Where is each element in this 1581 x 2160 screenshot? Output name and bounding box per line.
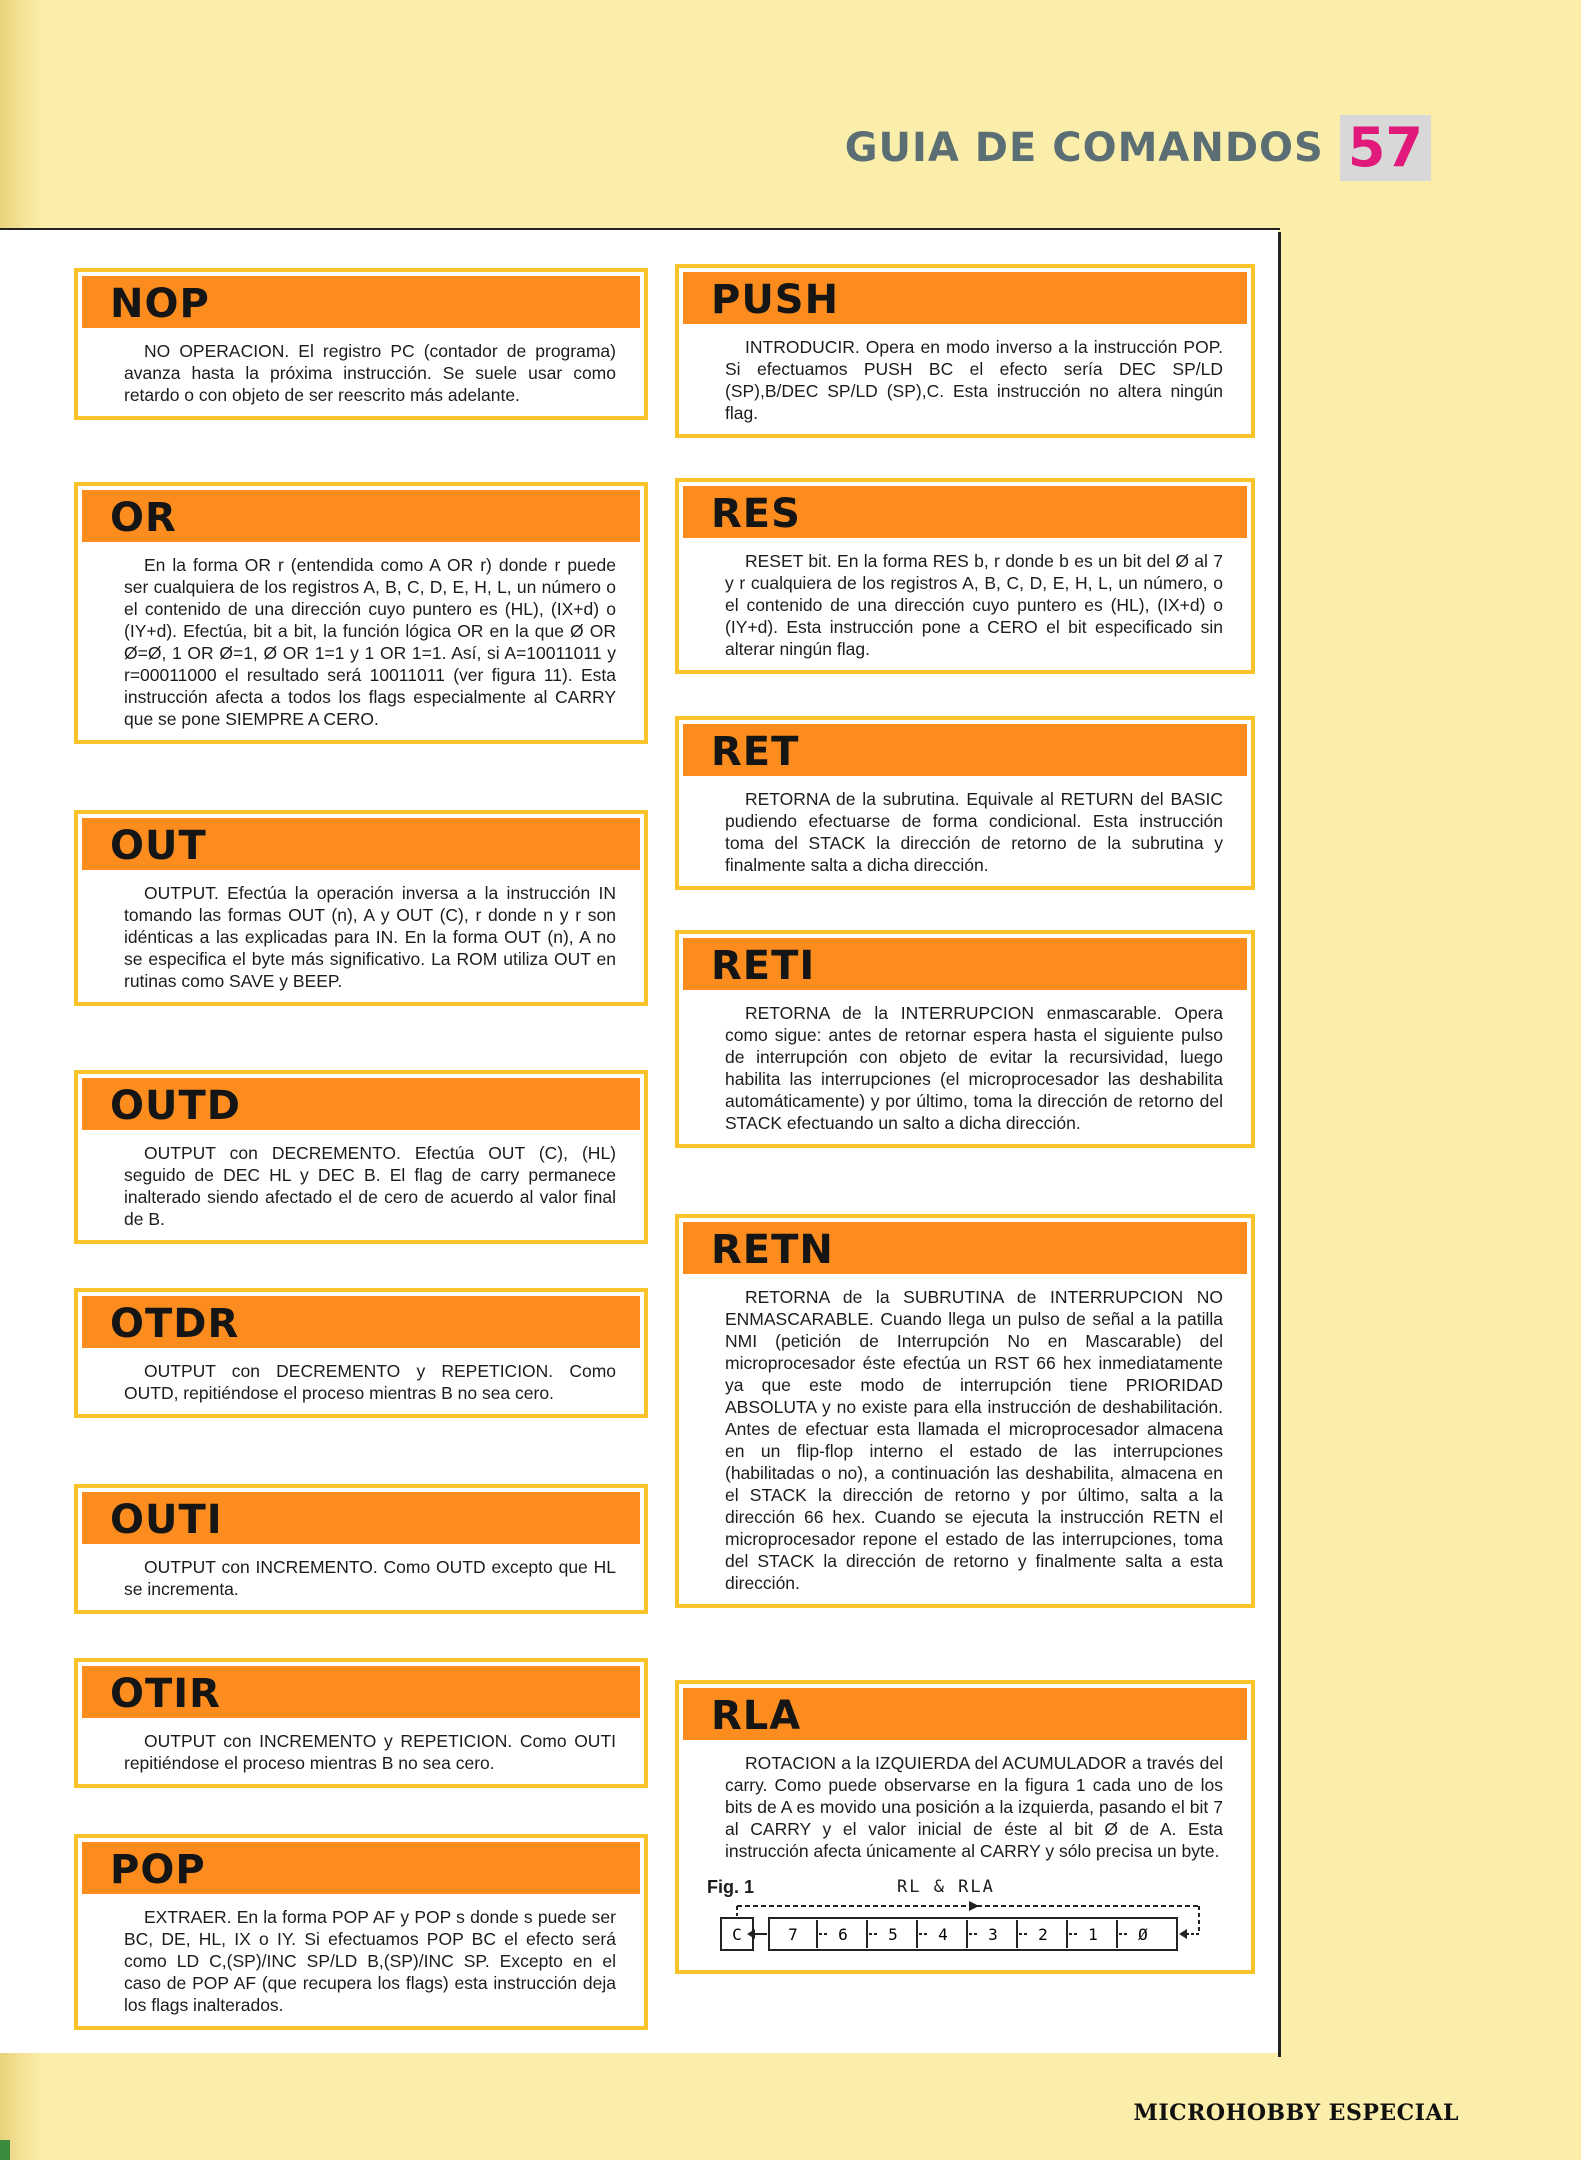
entry-otir <box>74 1658 648 1788</box>
entry-body: RETORNA de la INTERRUPCION enmascarable. Opera como sigue: antes de retornar espera hasta el siguiente pulso de interrupción con objeto de evitar la recursividad, luego habilita las interrupciones (el microprocesador las deshabilita automáticamente) y por último, toma la dirección de retorno del STACK efectuando un salto a dicha dirección. <box>725 1003 1223 1133</box>
entry-otdr <box>74 1288 648 1418</box>
entry-title: OUTD <box>82 1078 640 1130</box>
entry-body: RETORNA de la subrutina. Equivale al RETURN del BASIC pudiendo efectuarse de forma condicional. Esta instrucción toma del STACK la dirección de retorno de la subrutina y finalmente salta a dicha dirección. <box>725 789 1223 875</box>
entry-title: OUTI <box>82 1492 640 1544</box>
entry-body: ROTACION a la IZQUIERDA del ACUMULADOR a través del carry. Como puede observarse en la figura 1 cada uno de los bits de A es movido una posición a la izquierda, pasando el bit 7 al CARRY y el valor inicial de éste al bit Ø de A. Esta instrucción afecta únicamente al CARRY y sólo precisa un byte. <box>725 1753 1223 1861</box>
carry-label: C <box>732 1925 742 1944</box>
entry-body: OUTPUT. Efectúa la operación inversa a la instrucción IN tomando las formas OUT (n), A y OUT (C), r donde n y r son idénticas a las explicadas para IN. En la forma OUT (n), A no se especifica el byte más significativo. La ROM utiliza OUT en rutinas como SAVE y BEEP. <box>124 883 616 991</box>
bit-label: 6 <box>838 1925 848 1944</box>
entry-nop <box>74 268 648 420</box>
bit-label: Ø <box>1138 1925 1148 1944</box>
right-rule <box>1278 232 1281 2057</box>
entry-body: OUTPUT con DECREMENTO. Efectúa OUT (C), (HL) seguido de DEC HL y DEC B. El flag de carry permanece inalterado siendo afectado el de cero de acuerdo al valor final de B. <box>124 1143 616 1229</box>
entry-rla <box>675 1680 1255 1974</box>
entry-body: OUTPUT con INCREMENTO y REPETICION. Como OUTI repitiéndose el proceso mientras B no sea cero. <box>124 1731 616 1773</box>
bit-label: 3 <box>988 1925 998 1944</box>
bit-label: 7 <box>788 1925 798 1944</box>
entry-outi <box>74 1484 648 1614</box>
entry-title: OR <box>82 490 640 542</box>
entry-title: OTDR <box>82 1296 640 1348</box>
entry-outd <box>74 1070 648 1244</box>
page-number: 57 <box>1340 115 1431 181</box>
figure-caption: RL & RLA <box>897 1877 995 1897</box>
figure-1 <box>707 1876 1219 1954</box>
bit-label: 4 <box>938 1925 948 1944</box>
figure-label: Fig. 1 <box>707 1877 755 1897</box>
page-header <box>845 115 1431 181</box>
entry-title: OTIR <box>82 1666 640 1718</box>
entry-reti <box>675 930 1255 1148</box>
entry-retn <box>675 1214 1255 1608</box>
entry-body: OUTPUT con DECREMENTO y REPETICION. Como OUTD, repitiéndose el proceso mientras B no sea cero. <box>124 1361 616 1403</box>
bit-label: 2 <box>1038 1925 1048 1944</box>
entry-or <box>74 482 648 744</box>
footer-text: MICROHOBBY ESPECIAL <box>1133 2100 1459 2126</box>
section-title: GUIA DE COMANDOS <box>844 125 1324 171</box>
corner-mark <box>0 2140 10 2160</box>
rotation-diagram <box>707 1898 1207 1954</box>
top-rule <box>0 228 1280 230</box>
entry-title: NOP <box>82 276 640 328</box>
bit-label: 5 <box>888 1925 898 1944</box>
entry-title: PUSH <box>683 272 1247 324</box>
entry-title: RETN <box>683 1222 1247 1274</box>
entry-body: INTRODUCIR. Opera en modo inverso a la instrucción POP. Si efectuamos PUSH BC el efecto sería DEC SP/LD (SP),B/DEC SP/LD (SP),C. Esta instrucción no altera ningún flag. <box>725 337 1223 423</box>
entry-body: OUTPUT con INCREMENTO. Como OUTD excepto que HL se incrementa. <box>124 1557 616 1599</box>
entry-body: EXTRAER. En la forma POP AF y POP s donde s puede ser BC, DE, HL, IX o IY. Si efectuamos POP BC el efecto será como LD C,(SP)/INC SP/LD B,(SP)/INC SP. Excepto en el caso de POP AF (que recupera los flags) esta instrucción deja los flags inalterados. <box>124 1907 616 2015</box>
entry-ret <box>675 716 1255 890</box>
entry-body: En la forma OR r (entendida como A OR r) donde r puede ser cualquiera de los registros A, B, C, D, E, H, L, un número o el contenido de una dirección cuyo puntero es (HL), (IX+d) o (IY+d). Efectúa, bit a bit, la función lógica OR en la que Ø OR Ø=Ø, 1 OR Ø=1, Ø OR 1=1 y 1 OR 1=1. Así, si A=10011011 y r=00011000 el resultado será 10011011 (ver figura 11). Esta instrucción afecta a todos los flags especialmente al CARRY que se pone SIEMPRE A CERO. <box>124 555 616 729</box>
entry-body: RESET bit. En la forma RES b, r donde b es un bit del Ø al 7 y r cualquiera de los registros A, B, C, D, E, H, L, un número, o el contenido de una dirección cuyo puntero es (HL), (IX+d) o (IY+d). Esta instrucción pone a CERO el bit especificado sin alterar ningún flag. <box>725 551 1223 659</box>
entry-body: NO OPERACION. El registro PC (contador de programa) avanza hasta la próxima instrucción. Se suele usar como retardo o con objeto de ser reescrito más adelante. <box>124 341 616 405</box>
entry-body: RETORNA de la SUBRUTINA de INTERRUPCION NO ENMASCARABLE. Cuando llega un pulso de señal a la patilla NMI (petición de Interrupción No en Mascarable) del microprocesador éste efectúa un RST 66 hex inmediatamente ya que este modo de interrupción tiene PRIORIDAD ABSOLUTA y no existe para ella instrucción de deshabilitación. Antes de efectuar esta llamada el microprocesador almacena en un flip-flop interno el estado de las interrupciones (habilitadas o no), a continuación las deshabilita, almacena en el STACK la dirección de retorno y por último, salta a la dirección 66 hex. Cuando se ejecuta la instrucción RETN el microprocesador repone el estado de las interrupciones, toma del STACK la dirección de retorno y finalmente salta a esta dirección. <box>725 1287 1223 1593</box>
bit-label: 1 <box>1088 1925 1098 1944</box>
entry-title: RET <box>683 724 1247 776</box>
entry-title: POP <box>82 1842 640 1894</box>
entry-title: RETI <box>683 938 1247 990</box>
entry-pop <box>74 1834 648 2030</box>
entry-title: RLA <box>683 1688 1247 1740</box>
entry-out <box>74 810 648 1006</box>
entry-title: RES <box>683 486 1247 538</box>
entry-title: OUT <box>82 818 640 870</box>
entry-push <box>675 264 1255 438</box>
entry-res <box>675 478 1255 674</box>
